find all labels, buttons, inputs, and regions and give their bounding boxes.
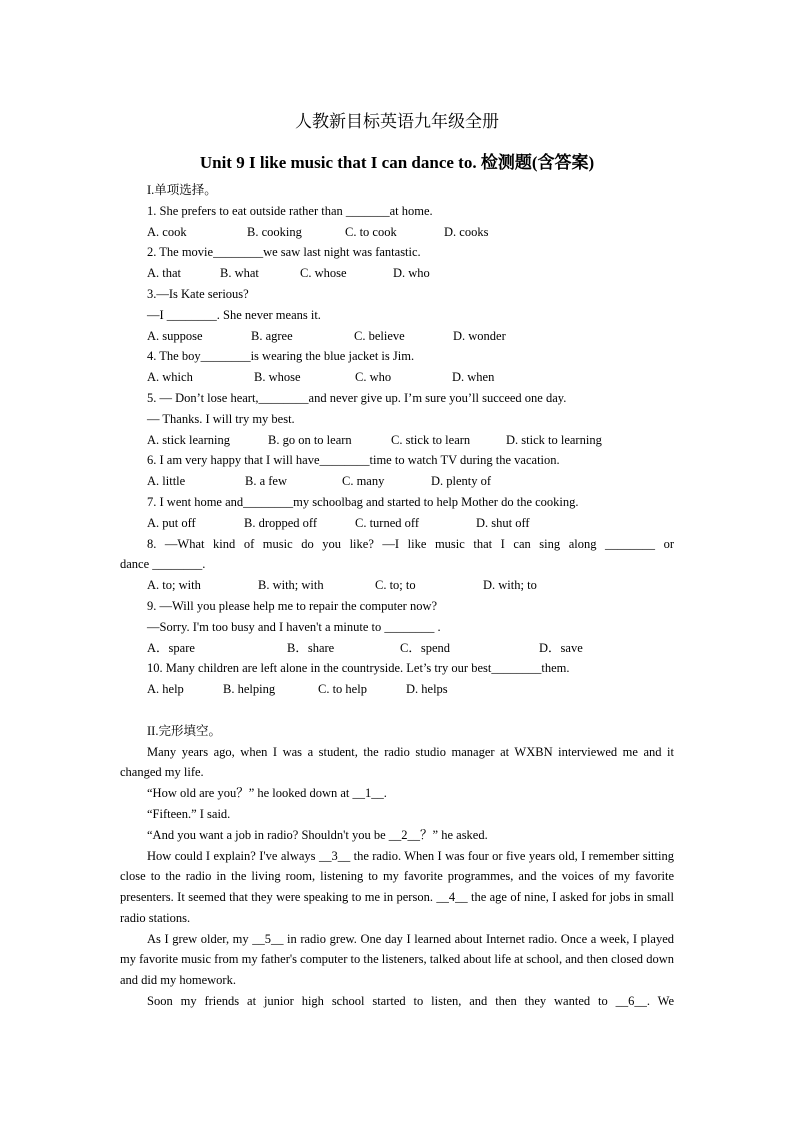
option: D. plenty of [431,474,492,489]
option: A. which [147,370,193,385]
cloze-paragraph: Many years ago, when I was a student, the radio studio manager at WXBN interviewed me and it changed my life. [120,744,674,780]
cloze-paragraph: Soon my friends at junior high school started to listen, and then they wanted to __6__. We [147,994,674,1009]
option: C. to cook [345,224,397,239]
option: C. many [342,474,385,489]
option: D. cooks [444,224,489,239]
question-options [120,263,674,284]
question-stem: 7. I went home and________my schoolbag and started to help Mother do the cooking. [147,494,579,509]
question-stem: 5. — Don’t lose heart,________and never give up. I’m sure you’ll succeed one day. [147,390,567,405]
question-options [120,575,674,596]
option: C. stick to learn [391,432,471,447]
cloze-paragraph: “How old are you？” he looked down at __1__. [147,786,387,801]
question-stem: 1. She prefers to eat outside rather than _______at home. [147,203,433,218]
option: A. help [147,682,184,697]
document-title: 人教新目标英语九年级全册 [295,112,499,131]
question-options [120,430,674,451]
question-stem: 8. —What kind of music do you like? —I like music that I can sing along ________ or [147,536,674,551]
option: B. agree [251,328,293,343]
section-spacer [120,700,674,721]
question-options [120,679,674,700]
question-stem: —Sorry. I'm too busy and I haven't a minute to ________ . [147,619,441,634]
option: B．share [287,640,335,655]
option: A. to; with [147,578,201,593]
question-options [120,367,674,388]
option: C. to help [318,682,367,697]
option: A. that [147,266,182,281]
option: C．spend [400,640,451,655]
question-stem: 3.—Is Kate serious? [147,286,249,301]
question-options [120,222,674,243]
option: C. believe [354,328,405,343]
option: A. cook [147,224,187,239]
option: A. suppose [147,328,203,343]
cloze-paragraph: “And you want a job in radio? Shouldn't you be __2__？” he asked. [147,827,488,842]
question-options [120,326,674,347]
question-stem: 4. The boy________is wearing the blue jacket is Jim. [147,349,415,364]
question-stem: 2. The movie________we saw last night was fantastic. [147,245,421,260]
option: D. stick to learning [506,432,602,447]
option: C. turned off [355,515,419,530]
option: B. helping [223,682,276,697]
option: D. shut off [476,515,530,530]
document-subtitle: Unit 9 I like music that I can dance to. 检测题(含答案) [199,153,595,172]
option: D. when [452,370,495,385]
cloze-paragraph: How could I explain? I've always __3__ the radio. When I was four or five years old, I remember sitting close to the radio in the living room, listening to my favorite programmes, and the voices of my favorite presenters. It seemed that they were speaking to me in person. __4__ the age of nine, I asked for jobs in small radio stations. [120,848,674,925]
option: A. put off [147,515,196,530]
option: D. helps [406,682,448,697]
option: D. who [393,266,430,281]
section1-heading: I.单项选择。 [147,183,217,197]
option: C. whose [300,266,347,281]
question-stem: 6. I am very happy that I will have________time to watch TV during the vacation. [147,453,560,468]
section2-heading: II.完形填空。 [147,723,221,738]
option: D. wonder [453,328,506,343]
question-options [120,513,674,534]
option: B. whose [254,370,301,385]
option: B. go on to learn [268,432,352,447]
question-stem-continued: dance ________. [120,557,206,572]
question-stem: — Thanks. I will try my best. [147,411,295,426]
question-stem: 10. Many children are left alone in the countryside. Let’s try our best________them. [147,661,570,676]
option: A. little [147,474,186,489]
option: C. to; to [375,578,416,593]
option: B. dropped off [244,515,318,530]
option: B. cooking [247,224,302,239]
option: B. with; with [258,578,324,593]
document-body [120,180,674,1012]
option: C. who [355,370,392,385]
question-stem: 9. —Will you please help me to repair the computer now? [147,598,438,613]
option: D．save [539,640,583,655]
option: A. stick learning [147,432,230,447]
question-options [120,638,674,659]
question-stem: —I ________. She never means it. [147,307,321,322]
option: B. what [220,266,259,281]
option: D. with; to [483,578,537,593]
option: A．spare [147,640,195,655]
option: B. a few [245,474,287,489]
cloze-paragraph: As I grew older, my __5__ in radio grew. One day I learned about Internet radio. Once a week, I played my favorite music from my father's computer to the listeners, talked about life at school, and then closed down and did my homework. [120,931,674,988]
cloze-paragraph: “Fifteen.” I said. [147,806,231,821]
question-options [120,471,674,492]
